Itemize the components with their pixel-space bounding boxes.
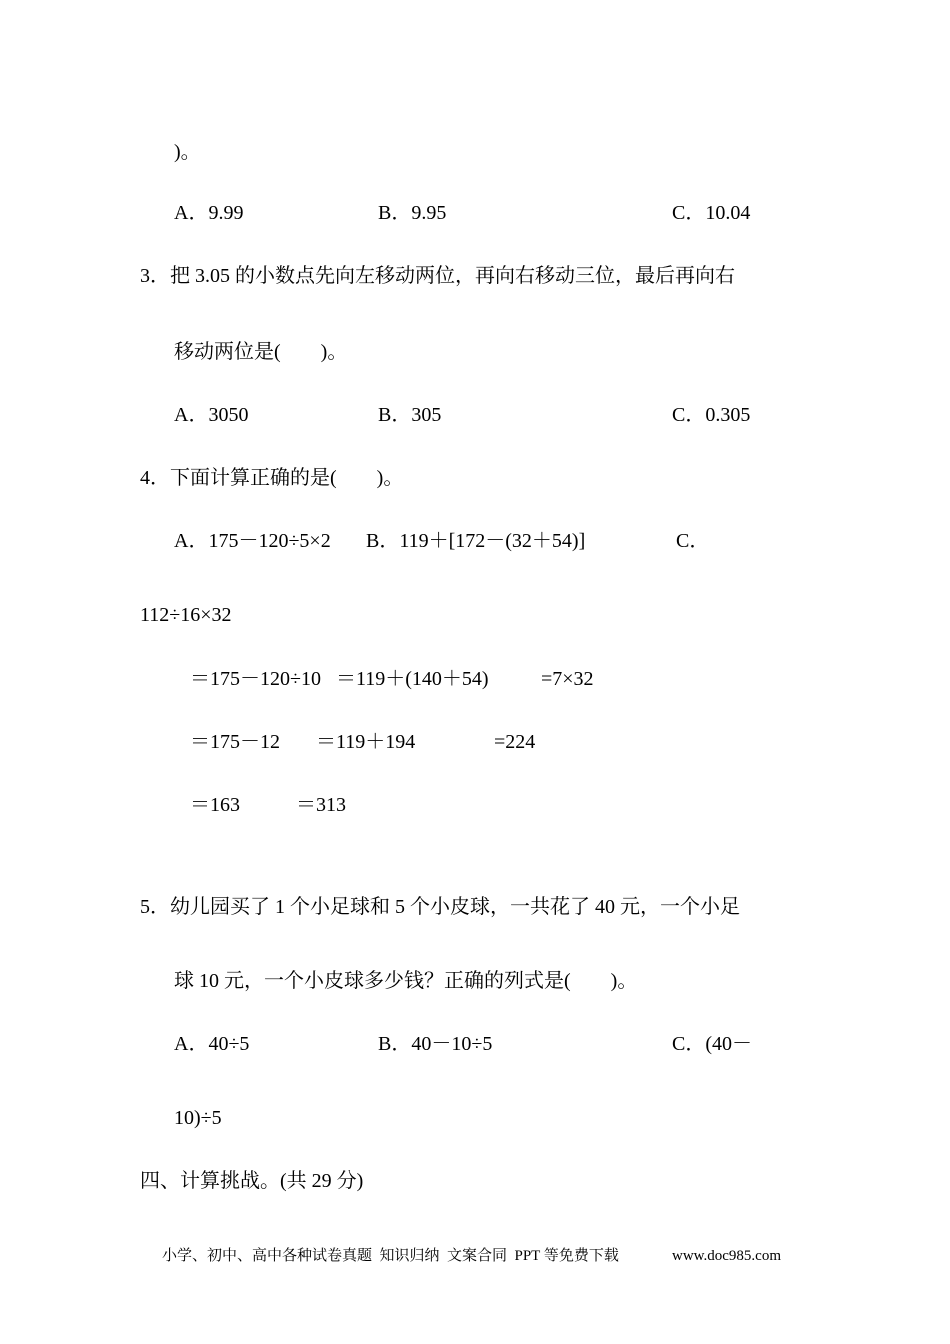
option-b: B．305	[378, 404, 442, 426]
question-4: 4．下面计算正确的是( )。	[140, 467, 404, 489]
option-b: B．119＋[172－(32＋54)]	[366, 530, 586, 552]
option-a: A．3050	[174, 404, 249, 426]
option-a: A．175－120÷5×2	[174, 530, 331, 552]
question-3-cont: 移动两位是( )。	[174, 341, 348, 363]
option-a: A．40÷5	[174, 1033, 250, 1055]
question-3: 3．把 3.05 的小数点先向左移动两位，再向右移动三位，最后再向右	[140, 265, 735, 287]
option-a: A．9.99	[174, 202, 244, 224]
step: ＝119＋(140＋54)	[336, 668, 489, 690]
option-c-expr: 112÷16×32	[140, 604, 232, 626]
question-5-cont: 球 10 元，一个小皮球多少钱？正确的列式是( )。	[174, 970, 638, 992]
footer-link[interactable]: www.doc985.com	[672, 1248, 782, 1264]
step: ＝175－120÷10	[190, 668, 321, 690]
option-b: B．9.95	[378, 202, 447, 224]
text-line: )。	[174, 141, 201, 163]
step: ＝313	[296, 794, 346, 816]
option-b: B．40－10÷5	[378, 1033, 493, 1055]
step: ＝163	[190, 794, 240, 816]
step: ＝175－12	[190, 731, 280, 753]
option-c-cont: 10)÷5	[174, 1107, 222, 1129]
option-c: C．(40－	[672, 1033, 752, 1055]
section-heading: 四、计算挑战。(共 29 分)	[140, 1170, 364, 1192]
option-c: C．0.305	[672, 404, 751, 426]
option-c: C．	[676, 530, 710, 552]
option-c: C．10.04	[672, 202, 751, 224]
step: =224	[494, 731, 536, 753]
question-5: 5．幼儿园买了 1 个小足球和 5 个小皮球，一共花了 40 元，一个小足	[140, 896, 740, 918]
step: =7×32	[541, 668, 594, 690]
step: ＝119＋194	[316, 731, 416, 753]
footer-text: 小学、初中、高中各种试卷真题 知识归纳 文案合同 PPT 等免费下载	[162, 1248, 619, 1264]
